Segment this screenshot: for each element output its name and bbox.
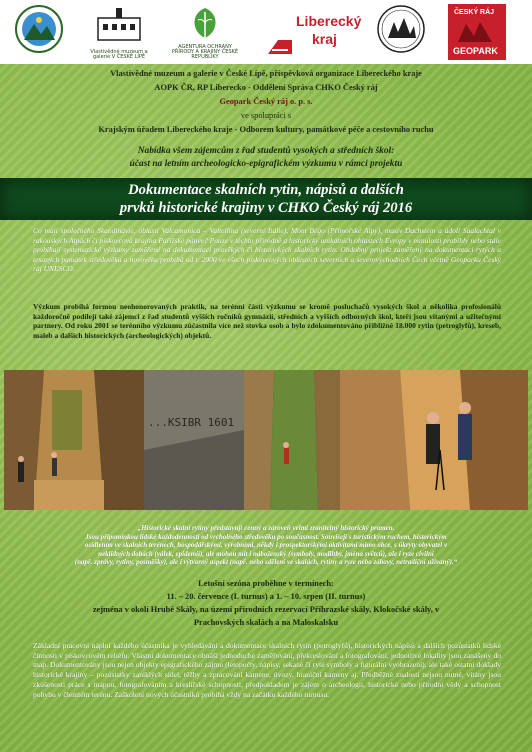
museum-badge-logo — [14, 4, 64, 60]
aopk-label: AGENTURA OCHRANY PŘÍRODY A KRAJINY ČESKÉ REPUBLIKY — [171, 44, 239, 60]
invitation-line-2: účast na letním archeologicko-epigrafickém výzkumu v rámci projektu — [129, 159, 403, 169]
quote-line-2: Jsou připomínkou lidské každodennosti od vrcholného středověku po současnost. Souvisejí s turistickým ruchem, historickým — [85, 532, 447, 541]
svg-text:ČESKÝ RÁJ: ČESKÝ RÁJ — [454, 9, 495, 16]
photo-rock-pillars — [244, 370, 340, 510]
ceska-lipa-museum-logo — [88, 4, 150, 60]
photo-sandstone-gorge — [4, 370, 144, 510]
liberecky-kraj-logo — [262, 4, 362, 60]
institution-line-5: Krajským úřadem Libereckého kraje - Odborem kultury, památkové péče a cestovního ruchu — [98, 125, 434, 134]
quote-block — [60, 524, 472, 567]
season-location-2: Prachovských skalách a na Maloskalsku — [193, 618, 339, 627]
quote-line-3: osídlením ve skalních terénech, hospodářskými, výrobními, někdy i prospektorskými aktivitami mimo obce, s úkryty obyvatel v — [84, 541, 448, 550]
season-location-1: zejména v okolí Hrubé Skály, na území přírodních rezervací Příhrazské skály, Klokočské skály, v — [92, 605, 440, 614]
rock-inscription-text: ...KSIBR 1601 — [148, 416, 235, 429]
svg-text:GEOPARK: GEOPARK — [453, 46, 498, 56]
season-dates: 11. – 20. července (I. turnus) a 1. – 10. srpen (II. turnus) — [166, 592, 366, 601]
title-banner — [0, 178, 532, 220]
institution-line-4: ve spolupráci s — [240, 111, 292, 120]
quote-line-5: (např. zprávy, rytiny, posměšky), ale i výtvarný aspekt (např. nebo sdělení ve skalách, rytiny a ryze nebo zábavy, netradiční užívaný).“ — [74, 558, 458, 567]
photo-rock-inscription — [144, 370, 244, 510]
svg-text:Liberecký: Liberecký — [296, 13, 362, 29]
quote-line-4: neklidných dobách (válek, epidemií), ale mohou mít i náboženský (symboly, modlitby, jména světců), ale i ryze civilní — [98, 549, 434, 558]
institution-line-3: Geopark Český ráj o. p. s. — [219, 97, 313, 106]
title-line-1: Dokumentace skalních rytin, nápisů a dalších — [128, 182, 404, 198]
photo-documentation-team — [340, 370, 528, 510]
title-line-2: prvků historické krajiny v CHKO Český ráj 2016 — [119, 200, 413, 216]
institution-line-1: Vlastivědné muzeum a galerie v České Lípě, příspěvková organizace Libereckého kraje — [110, 69, 422, 78]
season-heading: Letošní sezóna proběhne v termínech: — [198, 579, 334, 588]
ceska-lipa-museum-label: Vlastivědné muzeum a galerie V ČESKÉ LÍPĚ — [90, 49, 148, 60]
svg-text:kraj: kraj — [312, 31, 337, 47]
invitation-line-1: Nabídka všem zájemcům z řad studentů vysokých a středních škol: — [137, 146, 395, 156]
aopk-logo — [170, 4, 240, 60]
bottom-paragraph: Základní pracovní náplní každého účastníka je vyhledávání a dokumentace skalních rytin (petroglyfů), historických nápisů a dalších pozůstatků lidské činnosti v pískovcovém reliéfu. Vlastní dokumentace obnáší jednoduché zaměřování, překreslování a fotografování, jednotlivé lokality jsou zanášeny do map. Dokumentovány jsou nejen objekty epigrafického zájmu (letopočty, nápisy, sekané či ryté symboly a figurální vyobrazení), ale také ostatní doklady historické krajiny – pozůstatky zaniklých sídel, těžby a zpracování kamene, úvozy, hraniční kameny aj. Předběžné znalosti nejsou nutné, vítány jsou zkušenosti práce s mapou, fotografováním a kreslířské schopnosti, předpokladem je zájem o archeologii, historické nebo přírodní vědy a schopnost pohybu v členitém terénu. Zaškolení nových účastníků probíhá vždy na začátku každého turnusu. — [33, 641, 501, 699]
intro-italic-paragraph: Co mají společného Skandinávie, oblasti Valcamonica – Valtellina (severní Itálie), Mont Bégo (Přímořské Alpy), masiv Dachstein a údolí Saalachtal v rakouských Alpách či pískovcová krajina Pařížské pánve? Pouze v těchto přírodně a historicky unikátních oblastech Evropy v minulosti probíhly nebo stále probíhají systematické výzkumy zaměřené na dokumentaci pravěkých či historických skalních rytin. Obdobný projekt zaměřený na dokumentaci rytých a tesaných památek středověku a novověku probíhá od r. 2000 ve všech pískovcových oblastech severních a severovýchodních Čech včetně Geoparku Český ráj UNESCO. — [33, 226, 501, 274]
geopark-cesky-raj-logo — [448, 4, 506, 60]
quote-line-1: „Historické skalní rytiny představují cenný a zároveň velmi zranitelný historický pramen. — [137, 524, 395, 532]
geopark-association-logo — [376, 4, 426, 60]
intro-bold-paragraph: Výzkum probíhá formou neohonorovaných praktik, na terénní části výzkumu se kromě posluchačů vysokých škol a několika profesionálů každoročně podílejí také zájemci z řad studentů vyšších ročníků gymnázií, středních a vyšších odborných škol, kteří jsou vítanými a užitečnými partnery. Od roku 2001 se terénního výzkumu zúčastnila více než stovka osob a bylo zdokumentováno přibližně 18.000 rytin (petroglyfů), kreseb, maleb a dalších historických (archeologických) objektů. — [33, 302, 501, 340]
logo-strip — [0, 0, 532, 64]
institution-line-2: AOPK ČR, RP Liberecko - Oddělení Správa CHKO Český ráj — [154, 83, 378, 92]
